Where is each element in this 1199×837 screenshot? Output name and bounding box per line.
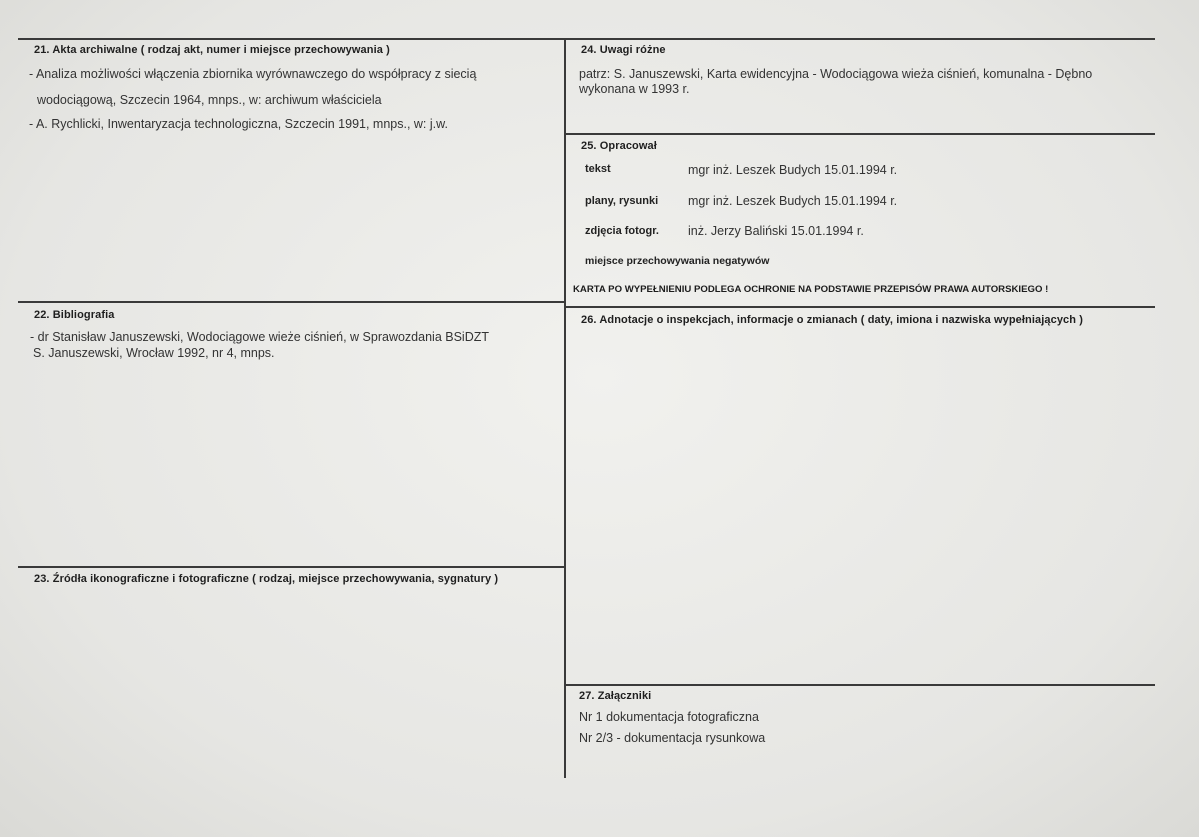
section-21-header: 21. Akta archiwalne ( rodzaj akt, numer i miejsce przechowywania ) bbox=[34, 44, 390, 56]
s27-line-1: Nr 1 dokumentacja fotograficzna bbox=[579, 710, 759, 724]
s22-line-2: S. Januszewski, Wrocław 1992, nr 4, mnps. bbox=[33, 346, 275, 360]
s21-line-1: - Analiza możliwości włączenia zbiornika wyrównawczego do współpracy z siecią bbox=[29, 67, 477, 81]
section-24-header: 24. Uwagi różne bbox=[581, 44, 666, 56]
s24-line-2: wykonana w 1993 r. bbox=[579, 82, 690, 96]
s27-line-2: Nr 2/3 - dokumentacja rysunkowa bbox=[579, 731, 766, 745]
section-26-header: 26. Adnotacje o inspekcjach, informacje o zmianach ( daty, imiona i nazwiska wypełniających ) bbox=[581, 314, 1084, 326]
section-25-header: 25. Opracował bbox=[581, 140, 657, 152]
center-divider bbox=[564, 38, 566, 778]
s21-line-3: - A. Rychlicki, Inwentaryzacja technologiczna, Szczecin 1991, mnps., w: j.w. bbox=[29, 117, 448, 131]
s25-negatives-label: miejsce przechowywania negatywów bbox=[585, 255, 770, 267]
copyright-notice: KARTA PO WYPEŁNIENIU PODLEGA OCHRONIE NA PODSTAWIE PRZEPISÓW PRAWA AUTORSKIEGO ! bbox=[573, 284, 1049, 295]
divider-21-22 bbox=[18, 301, 564, 303]
divider-25-26 bbox=[565, 306, 1155, 308]
s25-row-1-value: mgr inż. Leszek Budych 15.01.1994 r. bbox=[688, 163, 898, 177]
s25-row-1-label: tekst bbox=[585, 163, 611, 175]
s25-row-3-value: inż. Jerzy Baliński 15.01.1994 r. bbox=[688, 224, 864, 238]
s25-row-2-value: mgr inż. Leszek Budych 15.01.1994 r. bbox=[688, 194, 898, 208]
s25-row-3-label: zdjęcia fotogr. bbox=[585, 225, 659, 237]
s25-row-2-label: plany, rysunki bbox=[585, 195, 659, 207]
divider-24-25 bbox=[565, 133, 1155, 135]
s22-line-1: - dr Stanisław Januszewski, Wodociągowe wieże ciśnień, w Sprawozdania BSiDZT bbox=[30, 330, 489, 344]
s24-line-1: patrz: S. Januszewski, Karta ewidencyjna - Wodociągowa wieża ciśnień, komunalna - Dębno bbox=[579, 67, 1093, 81]
s21-line-2: wodociągową, Szczecin 1964, mnps., w: archiwum właściciela bbox=[37, 93, 382, 107]
section-27-header: 27. Załączniki bbox=[579, 690, 652, 702]
section-23-header: 23. Źródła ikonograficzne i fotograficzne ( rodzaj, miejsce przechowywania, sygnatury ) bbox=[34, 573, 499, 585]
divider-22-23 bbox=[18, 566, 564, 568]
section-22-header: 22. Bibliografia bbox=[34, 309, 115, 321]
divider-26-27 bbox=[565, 684, 1155, 686]
top-rule bbox=[18, 38, 1155, 40]
